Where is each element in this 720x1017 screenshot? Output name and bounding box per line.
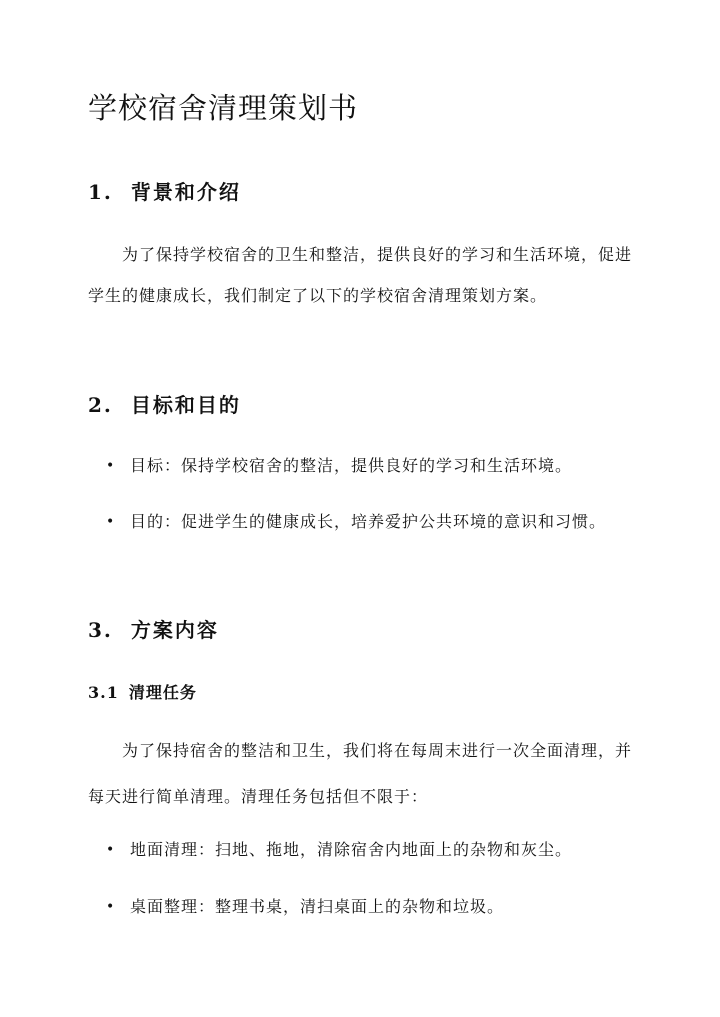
subsection-3-1-paragraph: 为了保持宿舍的整洁和卫生，我们将在每周末进行一次全面清理，并每天进行简单清理。清理任务包括但不限于： (88, 741, 633, 806)
subsection-3-1-title: 清理任务 (128, 683, 197, 702)
list-item (106, 442, 626, 490)
section-2-number: 2. (88, 393, 113, 417)
section-2-bullet-2: 目的：促进学生的健康成长，培养爱护公共环境的意识和习惯。 (130, 512, 607, 531)
section-1-heading (88, 176, 241, 205)
subsection-3-1-number: 3.1 (88, 683, 119, 702)
section-1-title: 背景和介绍 (130, 180, 241, 204)
bullet-icon: • (106, 458, 116, 474)
bullet-icon: • (106, 842, 116, 858)
bullet-icon: • (106, 899, 116, 915)
section-3-number: 3. (88, 618, 113, 642)
section-2-bullet-1: 目标：保持学校宿舍的整洁，提供良好的学习和生活环境。 (130, 456, 573, 475)
section-1-number: 1. (88, 180, 113, 204)
document-title: 学校宿舍清理策划书 (88, 91, 359, 125)
list-item (106, 499, 626, 545)
subsection-3-1-bullet-1: 地面清理：扫地、拖地，清除宿舍内地面上的杂物和灰尘。 (130, 840, 573, 859)
section-1-paragraph: 为了保持学校宿舍的卫生和整洁，提供良好的学习和生活环境，促进学生的健康成长，我们制定了以下的学校宿舍清理策划方案。 (88, 245, 633, 305)
section-2-title: 目标和目的 (130, 393, 241, 417)
subsection-3-1-bullet-2: 桌面整理：整理书桌，清扫桌面上的杂物和垃圾。 (130, 897, 505, 916)
section-3-title: 方案内容 (130, 618, 219, 642)
section-2-heading (88, 389, 241, 418)
section-3-heading (88, 614, 219, 643)
list-item (106, 826, 626, 874)
list-item (106, 883, 626, 931)
bullet-icon: • (106, 514, 116, 530)
subsection-3-1-heading (88, 680, 197, 703)
